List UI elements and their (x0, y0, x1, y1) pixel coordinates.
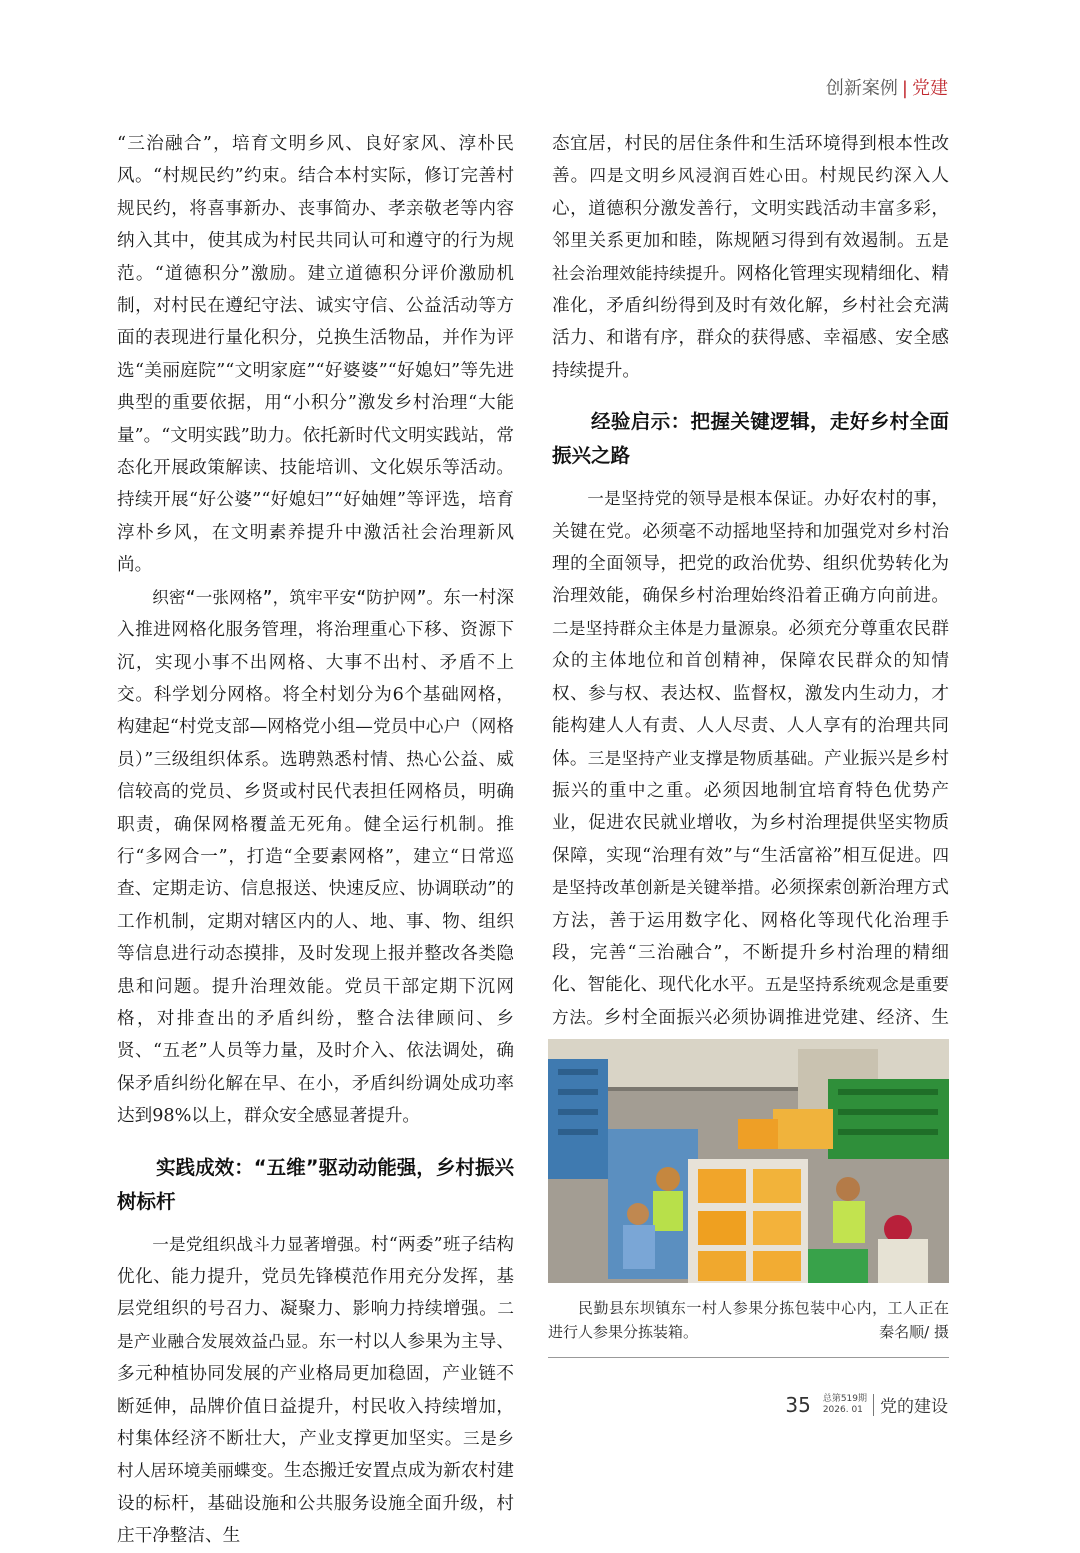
lead-phrase: 三是坚持产业支撑是物质基础。 (587, 748, 825, 768)
lead-phrase: 二是坚持群众主体是力量源泉。 (552, 618, 789, 638)
lead-phrase: 四是坚持改革创新是关键举措。 (552, 845, 949, 898)
magazine-name: 党的建设 (880, 1397, 948, 1417)
body-text: 必须充分尊重农民群众的主体地位和首创精神，保障农民群众的知情权、参与权、表达权、监督权，激发内生动力，才能构建人人有责、人人尽责、人人享有的治理共同体。 (552, 618, 949, 769)
section-label: 创新案例 (825, 78, 898, 99)
lead-phrase: 三是乡村人居环境美丽蝶变。 (117, 1429, 514, 1481)
body-paragraph (117, 582, 514, 1133)
page-footer (785, 1392, 948, 1417)
lead-phrase: 二是产业融合发展效益凸显。 (117, 1299, 514, 1351)
body-text: 办好农村的事，关键在党。必须毫不动摇地坚持和加强党对乡村治理的全面领导，把党的政治优势、组织优势转化为治理效能，确保乡村治理始终沿着正确方向前进。 (552, 489, 949, 607)
body-text: 东一村深入推进网格化服务管理，将治理重心下移、资源下沉，实现小事不出网格、大事不出村、矛盾不上交。科学划分网格。将全村划分为6个基础网格，构建起“村党支部—网格党小组—党员中心户（网格员）”三级组织体系。选聘熟悉村情、热心公益、威信较高的党员、乡贤或村民代表担任网格员，明确职责，确保网格覆盖无死角。健全运行机制。推行“多网合一”，打造“全要素网格”，建立“日常巡查、定期走访、信息报送、快速反应、协调联动”的工作机制，定期对辖区内的人、地、事、物、组织等信息进行动态摸排，及时发现上报并整改各类隐患和问题。提升治理效能。党员干部定期下沉网格，对排查出的矛盾纠纷，整合法律顾问、乡贤、“五老”人员等力量，及时介入、依法调处，确保矛盾纠纷化解在早、在小，矛盾纠纷调处成功率达到98%以上，群众安全感显著提升。 (117, 587, 514, 1127)
issue-number: 总第519期 (822, 1393, 867, 1404)
lead-phrase: 织密“一张网格”，筑牢平安“防护网”。 (152, 587, 444, 607)
section-title: 经验启示：把握关键逻辑，走好乡村全面振兴之路 (552, 410, 949, 468)
lead-phrase: 四是文明乡风浸润百姓心田。 (589, 166, 820, 186)
photo-caption (548, 1296, 949, 1344)
lead-phrase: 一是党组织战斗力显著增强。 (152, 1234, 371, 1254)
lead-phrase: 五是社会治理效能持续提升。 (552, 231, 949, 283)
body-paragraph (552, 483, 949, 1131)
caption-divider (548, 1357, 949, 1358)
page-number: 35 (785, 1392, 811, 1417)
body-paragraph (552, 128, 949, 387)
lead-phrase: 一是坚持党的领导是根本保证。 (587, 489, 824, 509)
right-column (552, 128, 949, 1164)
section-title: 实践成效：“五维”驱动动能强，乡村振兴树标杆 (117, 1155, 514, 1213)
body-text: 村“两委”班子结构优化、能力提升，党员先锋模范作用充分发挥，基层党组织的号召力、凝聚力、影响力持续增强。 (117, 1234, 514, 1320)
body-text: 必须探索创新治理方式方法，善于运用数字化、网格化等现代化治理手段，完善“三治融合”，不断提升乡村治理的精细化、智能化、现代化水平。 (552, 878, 949, 996)
category-label: 党建 (912, 78, 948, 99)
body-text: 东一村以人参果为主导、多元种植协同发展的产业格局更加稳固，产业链不断延伸，品牌价值日益提升，村民收入持续增加，村集体经济不断壮大，产业支撑更加坚实。 (117, 1331, 514, 1450)
body-text: 产业振兴是乡村振兴的重中之重。必须因地制宜培育特色优势产业，促进农民就业增收，为乡村治理提供坚实物质保障，实现“治理有效”与“生活富裕”相互促进。 (552, 748, 949, 866)
packing-center-photo (548, 1039, 949, 1283)
left-column (117, 128, 514, 1553)
photo-credit: 秦名顺/ 摄 (879, 1323, 949, 1341)
body-text: 网格化管理实现精细化、精准化，矛盾纠纷得到及时有效化解，乡村社会充满活力、和谐有序，群众的获得感、幸福感、安全感持续提升。 (552, 263, 949, 381)
body-paragraph: “三治融合”，培育文明乡风、良好家风、淳朴民风。“村规民约”约束。结合本村实际，修订完善村规民约，将喜事新办、丧事简办、孝亲敬老等内容纳入其中，使其成为村民共同认可和遵守的行为规范。“道德积分”激励。建立道德积分评价激励机制，对村民在遵纪守法、诚实守信、公益活动等方面的表现进行量化积分，兑换生活物品，并作为评选“美丽庭院”“文明家庭”“好婆婆”“好媳妇”等先进典型的重要依据，用“小积分”激发乡村治理“大能量”。“文明实践”助力。依托新时代文明实践站，常态化开展政策解读、技能培训、文化娱乐等活动。持续开展“好公婆”“好媳妇”“好妯娌”等评选，培育淳朴乡风，在文明素养提升中激活社会治理新风尚。 (117, 134, 514, 576)
issue-date: 2026. 01 (822, 1404, 863, 1415)
caption-text: 民勤县东坝镇东一村人参果分拣包装中心内，工人正在进行人参果分拣装箱。 (548, 1299, 949, 1341)
body-text: 村规民约深入人心，道德积分激发善行，文明实践活动丰富多彩，邻里关系更加和睦，陈规陋习得到有效遏制。 (552, 166, 949, 252)
issue-info (823, 1394, 874, 1416)
lead-phrase: 五是坚持系统观念是重要方法。 (552, 975, 949, 1027)
body-paragraph (117, 1229, 514, 1553)
body-text: 乡村全面振兴必须协调推进党建、经济、生 (603, 1007, 949, 1028)
body-text: 态宜居，村民的居住条件和生活环境得到根本性改善。 (552, 134, 949, 187)
section-header (826, 74, 948, 100)
body-text: 生态搬迁安置点成为新农村建设的标杆，基础设施和公共服务设施全面升级，村庄干净整洁、生 (117, 1461, 514, 1547)
header-divider: | (901, 78, 908, 99)
